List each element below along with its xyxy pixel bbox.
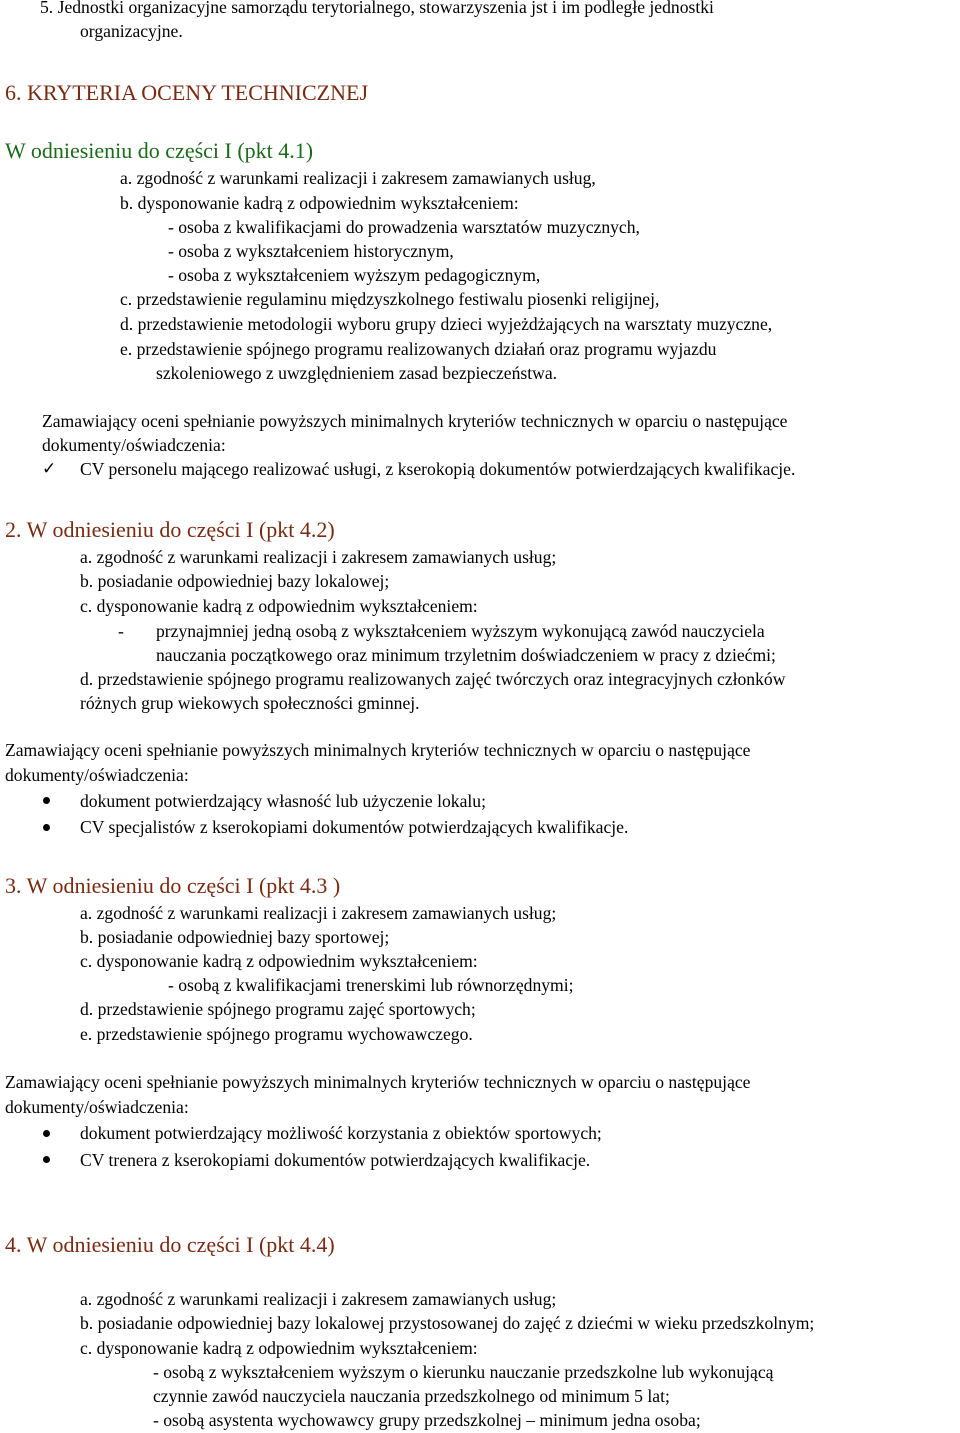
item-b-sub-1: - osoba z kwalifikacjami do prowadzenia warsztatów muzycznych, xyxy=(168,217,640,237)
s2-item-c-dash: - xyxy=(118,621,124,641)
s2-item-c-sub-line-2: nauczania początkowego oraz minimum trzyletnim doświadczeniem w pracy z dziećmi; xyxy=(156,645,776,665)
s4-item-c-sub-1-line-2: czynnie zawód nauczyciela nauczania przedszkolnego od minimum 5 lat; xyxy=(153,1386,670,1406)
s4-item-c-sub-2: - osobą asystenta wychowawcy grupy przedszkolnej – minimum jedna osoba; xyxy=(153,1410,701,1430)
item-d: d. przedstawienie metodologii wyboru grupy dzieci wyjeżdżających na warsztaty muzyczne, xyxy=(120,314,773,334)
item-b-sub-3: - osoba z wykształceniem wyższym pedagogicznym, xyxy=(168,265,541,285)
s3-item-d: d. przedstawienie spójnego programu zajęć sportowych; xyxy=(80,999,476,1019)
item-b-sub-2: - osoba z wykształceniem historycznym, xyxy=(168,241,454,261)
item-c: c. przedstawienie regulaminu międzyszkolnego festiwalu piosenki religijnej, xyxy=(120,289,660,309)
s2-item-c: c. dysponowanie kadrą z odpowiednim wykształceniem: xyxy=(80,596,478,616)
s3-item-e: e. przedstawienie spójnego programu wychowawczego. xyxy=(80,1024,473,1044)
item-5-line-2: organizacyjne. xyxy=(80,21,183,41)
s4-item-c: c. dysponowanie kadrą z odpowiednim wykształceniem: xyxy=(80,1338,478,1358)
s4-item-a: a. zgodność z warunkami realizacji i zakresem zamawianych usług; xyxy=(80,1289,557,1309)
item-e-line-1: e. przedstawienie spójnego programu realizowanych działań oraz programu wyjazdu xyxy=(120,339,717,359)
bullet-icon xyxy=(43,824,50,831)
s2-criteria-line-1: Zamawiający oceni spełnianie powyższych minimalnych kryteriów technicznych w oparciu o następujące xyxy=(5,740,751,760)
section-2-heading: 2. W odniesieniu do części I (pkt 4.2) xyxy=(5,517,335,542)
s3-item-c: c. dysponowanie kadrą z odpowiednim wykształceniem: xyxy=(80,951,478,971)
bullet-icon xyxy=(43,1130,50,1137)
section-3-heading: 3. W odniesieniu do części I (pkt 4.3 ) xyxy=(5,873,341,898)
s2-criteria-line-2: dokumenty/oświadczenia: xyxy=(5,765,189,785)
section-4-heading: 4. W odniesieniu do części I (pkt 4.4) xyxy=(5,1232,335,1257)
s2-item-b: b. posiadanie odpowiedniej bazy lokalowej; xyxy=(80,571,390,591)
item-e-line-2: szkoleniowego z uwzględnieniem zasad bezpieczeństwa. xyxy=(156,363,558,383)
s2-bullet-item-1: dokument potwierdzający własność lub użyczenie lokalu; xyxy=(80,791,486,811)
s3-item-a: a. zgodność z warunkami realizacji i zakresem zamawianych usług; xyxy=(80,903,557,923)
item-b: b. dysponowanie kadrą z odpowiednim wykształceniem: xyxy=(120,193,519,213)
checkmark-icon: ✓ xyxy=(42,459,57,479)
s3-item-c-sub: - osobą z kwalifikacjami trenerskimi lub równorzędnymi; xyxy=(168,975,574,995)
bullet-icon xyxy=(43,1156,50,1163)
criteria-line-1: Zamawiający oceni spełnianie powyższych minimalnych kryteriów technicznych w oparciu o następujące xyxy=(42,411,788,431)
s3-bullet-item-1: dokument potwierdzający możliwość korzystania z obiektów sportowych; xyxy=(80,1123,602,1143)
bullet-icon xyxy=(43,797,50,804)
s3-criteria-line-2: dokumenty/oświadczenia: xyxy=(5,1097,189,1117)
s4-item-b: b. posiadanie odpowiedniej bazy lokalowej przystosowanej do zajęć z dziećmi w wieku przedszkolnym; xyxy=(80,1313,815,1333)
part-1-heading: W odniesieniu do części I (pkt 4.1) xyxy=(5,138,314,163)
s2-item-d-line-1: d. przedstawienie spójnego programu realizowanych zajęć twórczych oraz integracyjnych członków xyxy=(80,669,786,689)
s4-item-c-sub-1-line-1: - osobą z wykształceniem wyższym o kierunku nauczanie przedszkolne lub wykonującą xyxy=(153,1362,774,1382)
check-item: CV personelu mającego realizować usługi, z kserokopią dokumentów potwierdzających kwalifikacje. xyxy=(80,459,796,479)
item-a: a. zgodność z warunkami realizacji i zakresem zamawianych usług, xyxy=(120,168,596,188)
criteria-line-2: dokumenty/oświadczenia: xyxy=(42,435,226,455)
s2-item-d-line-2: różnych grup wiekowych społeczności gminnej. xyxy=(80,693,420,713)
s3-criteria-line-1: Zamawiający oceni spełnianie powyższych minimalnych kryteriów technicznych w oparciu o następujące xyxy=(5,1072,751,1092)
s2-item-a: a. zgodność z warunkami realizacji i zakresem zamawianych usług; xyxy=(80,547,557,567)
s3-item-b: b. posiadanie odpowiedniej bazy sportowej; xyxy=(80,927,390,947)
s2-item-c-sub-line-1: przynajmniej jedną osobą z wykształceniem wyższym wykonującą zawód nauczyciela xyxy=(156,621,765,641)
section-6-heading: 6. KRYTERIA OCENY TECHNICZNEJ xyxy=(5,80,368,105)
s3-bullet-item-2: CV trenera z kserokopiami dokumentów potwierdzających kwalifikacje. xyxy=(80,1150,591,1170)
item-5-line-1: 5. Jednostki organizacyjne samorządu terytorialnego, stowarzyszenia jst i im podległe jednostki xyxy=(40,0,714,17)
s2-bullet-item-2: CV specjalistów z kserokopiami dokumentów potwierdzających kwalifikacje. xyxy=(80,817,629,837)
